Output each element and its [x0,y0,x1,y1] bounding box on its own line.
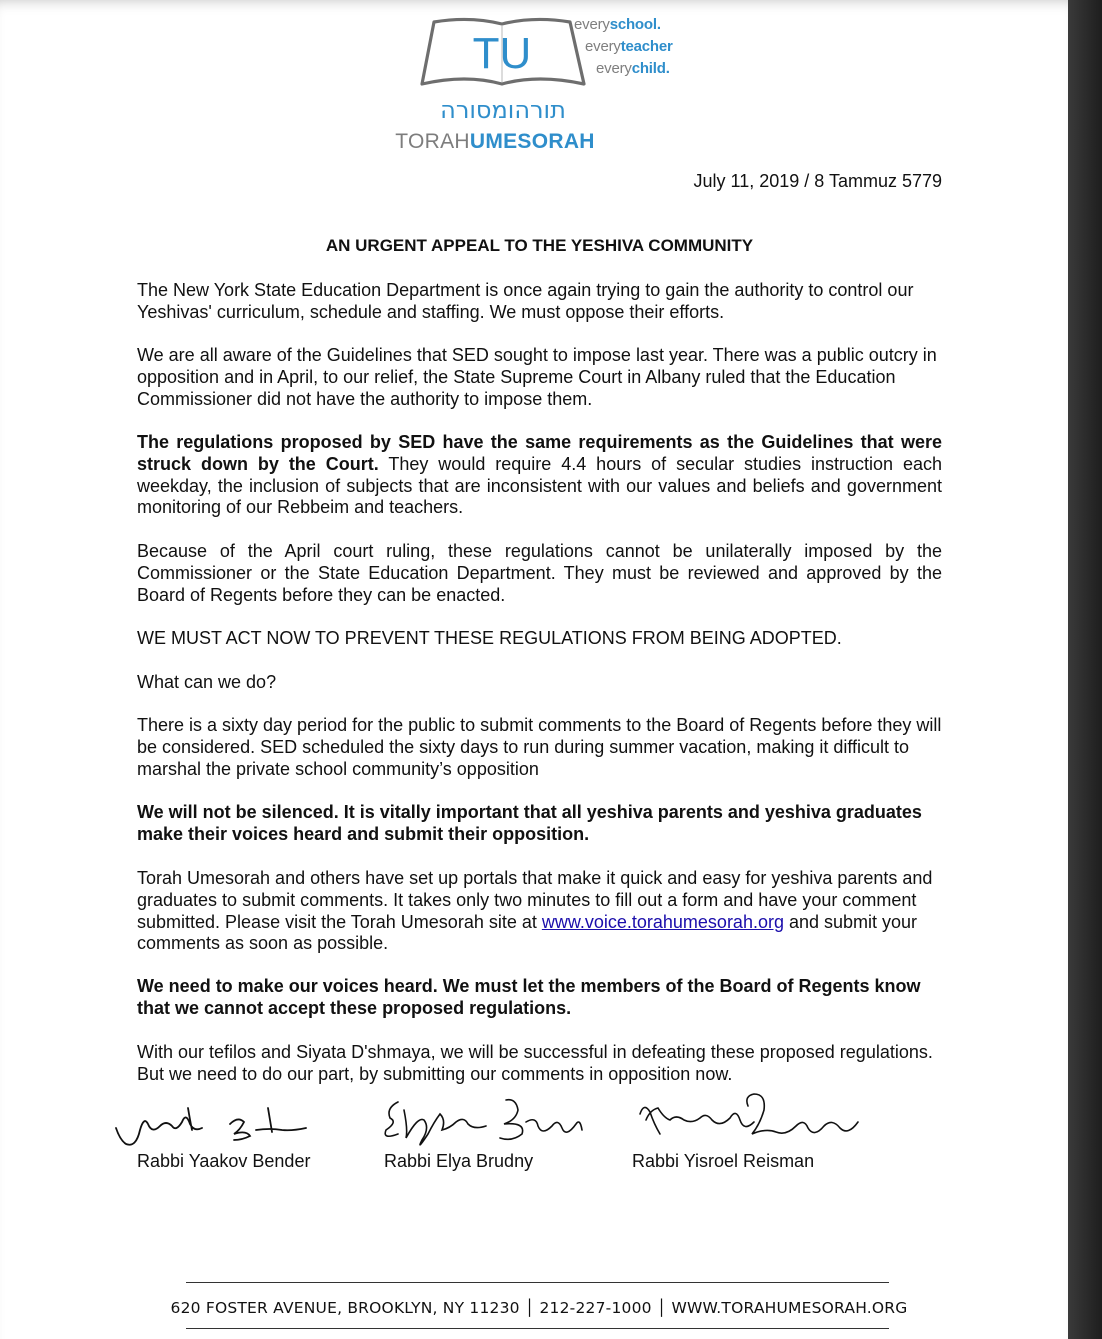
footer-address: 620 FOSTER AVENUE, BROOKLYN, NY 11230 [170,1299,520,1317]
tagline-line-1: everyschool. [574,16,661,33]
signer-name-2: Rabbi Elya Brudny [384,1151,534,1171]
paragraph-6: What can we do? [137,672,277,692]
hebrew-org-name: תורהומסורה [440,96,566,124]
paragraph-4: Because of the April court ruling, these regulations cannot be unilaterally imposed by the Commissioner or the State Education Department. They must be reviewed and approved by the Board of Regents before they can be enacted. [137,541,942,605]
paragraph-10: We need to make our voices heard. We must let the members of the Board of Regents know that we cannot accept these proposed regulations. [137,976,921,1018]
footer-contact: 620 FOSTER AVENUE, BROOKLYN, NY 11230 │ 212-227-1000 │ WWW.TORAHUMESORAH.ORG [170,1299,908,1317]
signer-name-1: Rabbi Yaakov Bender [137,1151,311,1171]
paragraph-1: The New York State Education Department is once again trying to gain the authority to control our Yeshivas' curriculum, schedule and staffing. We must oppose their efforts. [137,280,914,322]
signature-yaakov-bender [110,1100,310,1152]
signature-elya-brudny [376,1090,591,1156]
paragraph-7: There is a sixty day period for the public to submit comments to the Board of Regents before they will be considered. SED scheduled the sixty days to run during summer vacation, making it difficult to marshal the private school community’s opposition [137,715,942,779]
footer-phone: 212-227-1000 [539,1299,652,1317]
paragraph-11: With our tefilos and Siyata D'shmaya, we will be successful in defeating these proposed regulations. But we need to do our part, by submitting our comments in opposition now. [137,1042,933,1084]
paragraph-2: We are all aware of the Guidelines that SED sought to impose last year. There was a public outcry in opposition and in April, to our relief, the State Supreme Court in Albany ruled that the Education Commissioner did not have the authority to impose them. [137,345,937,409]
portal-link[interactable]: www.voice.torahumesorah.org [541,911,784,932]
tagline-line-3: everychild. [596,60,670,77]
paragraph-9: Torah Umesorah and others have set up portals that make it quick and easy for yeshiva parents and graduates to submit comments. It takes only two minutes to fill out a form and have your comment submitted. Please visit the Torah Umesorah site at www.voice.torahumesorah.org and submit your comments as soon as possible. [137,868,933,954]
letter-title: AN URGENT APPEAL TO THE YESHIVA COMMUNITY [325,236,754,255]
footer-bottom-rule [186,1328,889,1329]
paragraph-3: The regulations proposed by SED have the same requirements as the Guidelines that were struck down by the Court. They would require 4.4 hours of secular studies instruction each weekday, the inclusion of subjects that are inconsistent with our values and beliefs and government monitoring of our Rebbeim and teachers. [137,432,943,518]
footer-top-rule [186,1282,889,1283]
paragraph-5: WE MUST ACT NOW TO PREVENT THESE REGULATIONS FROM BEING ADOPTED. [137,628,842,648]
open-book-logo-icon [418,14,588,92]
tagline-line-2: everyteacher [585,38,673,55]
org-name: TORAHUMESORAH [395,130,595,153]
logo-initials: TU [472,29,532,78]
signature-yisroel-reisman [636,1088,862,1152]
footer-website: WWW.TORAHUMESORAH.ORG [671,1299,908,1317]
viewer-background [1068,0,1102,1339]
letter-date: July 11, 2019 / 8 Tammuz 5779 [693,171,942,191]
paragraph-8: We will not be silenced. It is vitally important that all yeshiva parents and yeshiva graduates make their voices heard and submit their opposition. [137,802,922,844]
signer-name-3: Rabbi Yisroel Reisman [632,1151,815,1171]
